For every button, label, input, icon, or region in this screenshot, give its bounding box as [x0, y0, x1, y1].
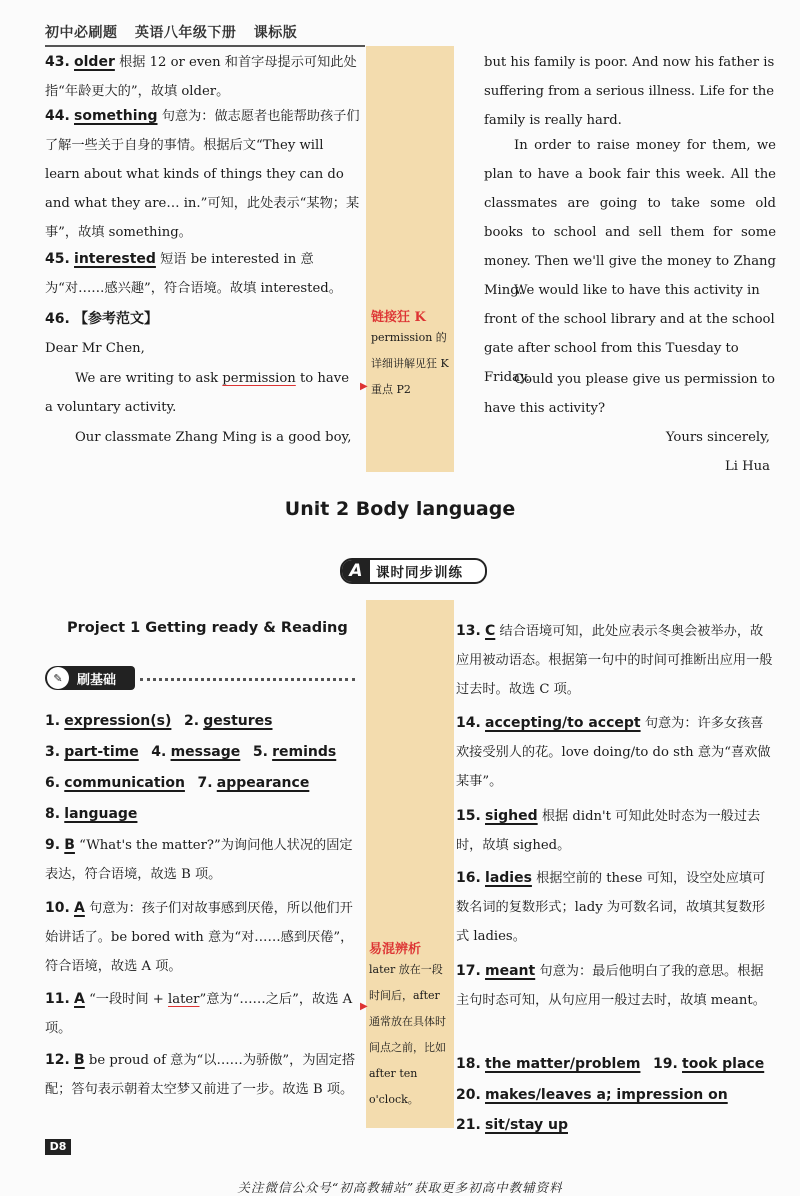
- q-answer: older: [74, 54, 115, 70]
- letter-paragraph-2: Our classmate Zhang Ming is a good boy,: [75, 430, 352, 445]
- letter-closing: Yours sincerely,: [665, 430, 770, 445]
- answer-21: 21. sit/stay up: [456, 1117, 568, 1133]
- q-number: 45.: [45, 251, 70, 267]
- answers-row-4: 8. language: [45, 806, 138, 822]
- page-number: D8: [45, 1139, 71, 1155]
- answer-44: [45, 102, 360, 247]
- q-number: 44.: [45, 108, 70, 124]
- project-title: Project 1 Getting ready & Reading: [67, 620, 348, 636]
- answer-18-19: 18. the matter/problem 19. took place: [456, 1056, 765, 1072]
- answer-14: 14. accepting/to accept 句意为：许多女孩喜欢接受别人的花。love doing/to do sth 意为“喜欢做某事”。: [456, 715, 771, 789]
- answer-20: 20. makes/leaves a; impression on: [456, 1087, 728, 1103]
- book-subject: 英语八年级下册: [134, 25, 237, 41]
- note-title: 易混辨析: [369, 942, 422, 957]
- keyword-permission: permission: [222, 371, 296, 386]
- book-edition: 课标版: [253, 25, 298, 41]
- answer-46: [45, 305, 360, 334]
- badge-letter: A: [342, 560, 370, 582]
- q-number: 46.: [45, 311, 70, 327]
- note-strip-top: [366, 46, 454, 472]
- answer-15: 15. sighed 根据 didn't 可知此处时态为一般过去时，故填 sighed。: [456, 808, 761, 853]
- note-title: 链接狂 K: [371, 310, 426, 325]
- brush-basics-label: ✎ 刷基础: [45, 666, 135, 690]
- answer-45: [45, 245, 360, 303]
- answer-10: 10. A 句意为：孩子们对故事感到厌倦，所以他们开始讲话了。be bored with 意为“对……感到厌倦”，符合语境，故选 A 项。: [45, 900, 354, 974]
- answer-43: [45, 48, 360, 106]
- footer-note: 关注微信公众号“初高教辅站”获取更多初高中教辅资料: [237, 1180, 563, 1195]
- letter-signature: Li Hua: [724, 459, 770, 474]
- note-confusables: [369, 938, 451, 1113]
- q-explanation: 短语 be interested in 意为“对……感兴趣”，符合语境。故填 interested。: [45, 252, 342, 296]
- letter-paragraph-5: We would like to have this activity in front of the school library and at the school gate after school from this Tuesday to Friday.: [484, 283, 775, 385]
- answer-12: 12. B be proud of 意为“以……为骄傲”，为固定搭配；答句表示朝着太空梦又前进了一步。故选 B 项。: [45, 1052, 356, 1097]
- book-header: [45, 22, 309, 42]
- letter-paragraph-3: but his family is poor. And now his father is suffering from a serious illness. Life for the family is really hard.: [484, 55, 775, 128]
- note-body: later 放在一段时间后，after 通常放在具体时间点之前，比如 after ten o'clock。: [369, 963, 446, 1106]
- q-answer: interested: [74, 251, 156, 267]
- arrow-icon: ▶: [360, 381, 368, 392]
- answers-row-1: 1. expression(s) 2. gestures: [45, 713, 273, 729]
- answer-16: 16. ladies 根据空前的 these 可知，设空处应填可数名词的复数形式；lady 为可数名词，故填其复数形式 ladies。: [456, 870, 766, 944]
- letter-paragraph-4: In order to raise money for them, we plan to have a book fair this week. All the classmates are going to take some old books to school and sell them for some money. Then we'll give the money to Zhang Ming.: [484, 138, 776, 298]
- note-body: permission 的详细讲解见狂 K 重点 P2: [371, 331, 449, 396]
- badge-text: 课时同步训练: [376, 565, 463, 581]
- q-explanation: 句意为：做志愿者也能帮助孩子们了解一些关于自身的事情。根据后文“They will learn about what kinds of things they can do and what they are… in.”可知，此处表示“某物；某事”，故填 something。: [45, 109, 360, 240]
- q-explanation: 根据 12 or even 和首字母提示可知此处指“年龄更大的”，故填 older。: [45, 55, 357, 99]
- answers-row-2: 3. part-time 4. message 5. reminds: [45, 744, 337, 760]
- note-link: [371, 306, 451, 403]
- sample-essay-label: 【参考范文】: [74, 311, 159, 327]
- answer-13: 13. C 结合语境可知，此处应表示冬奥会被举办，故应用被动语态。根据第一句中的时间可推断出应用一般过去时。故选 C 项。: [456, 623, 773, 697]
- header-rule: [45, 45, 365, 47]
- q-answer: something: [74, 108, 158, 124]
- section-badge: [340, 558, 487, 584]
- answer-17: 17. meant 句意为：最后他明白了我的意思。根据主句时态可知，从句应用一般过去时，故填 meant。: [456, 963, 766, 1008]
- arrow-icon: ▶: [360, 1001, 368, 1012]
- unit-title: Unit 2 Body language: [284, 498, 516, 520]
- dotted-divider: [140, 678, 355, 681]
- answer-9: 9. B “What's the matter?”为询问他人状况的固定表达，符合语境，故选 B 项。: [45, 837, 353, 882]
- q-number: 43.: [45, 54, 70, 70]
- pencil-icon: ✎: [47, 667, 69, 689]
- letter-greeting: Dear Mr Chen,: [45, 341, 145, 356]
- letter-paragraph-6: Could you please give us permission to have this activity?: [484, 372, 775, 416]
- book-name: 初中必刷题: [45, 25, 118, 41]
- answer-11: 11. A “一段时间 + later”意为“……之后”，故选 A 项。: [45, 991, 353, 1036]
- letter-paragraph-1: We are writing to ask permission to have a voluntary activity.: [45, 371, 350, 415]
- answers-row-3: 6. communication 7. appearance: [45, 775, 310, 791]
